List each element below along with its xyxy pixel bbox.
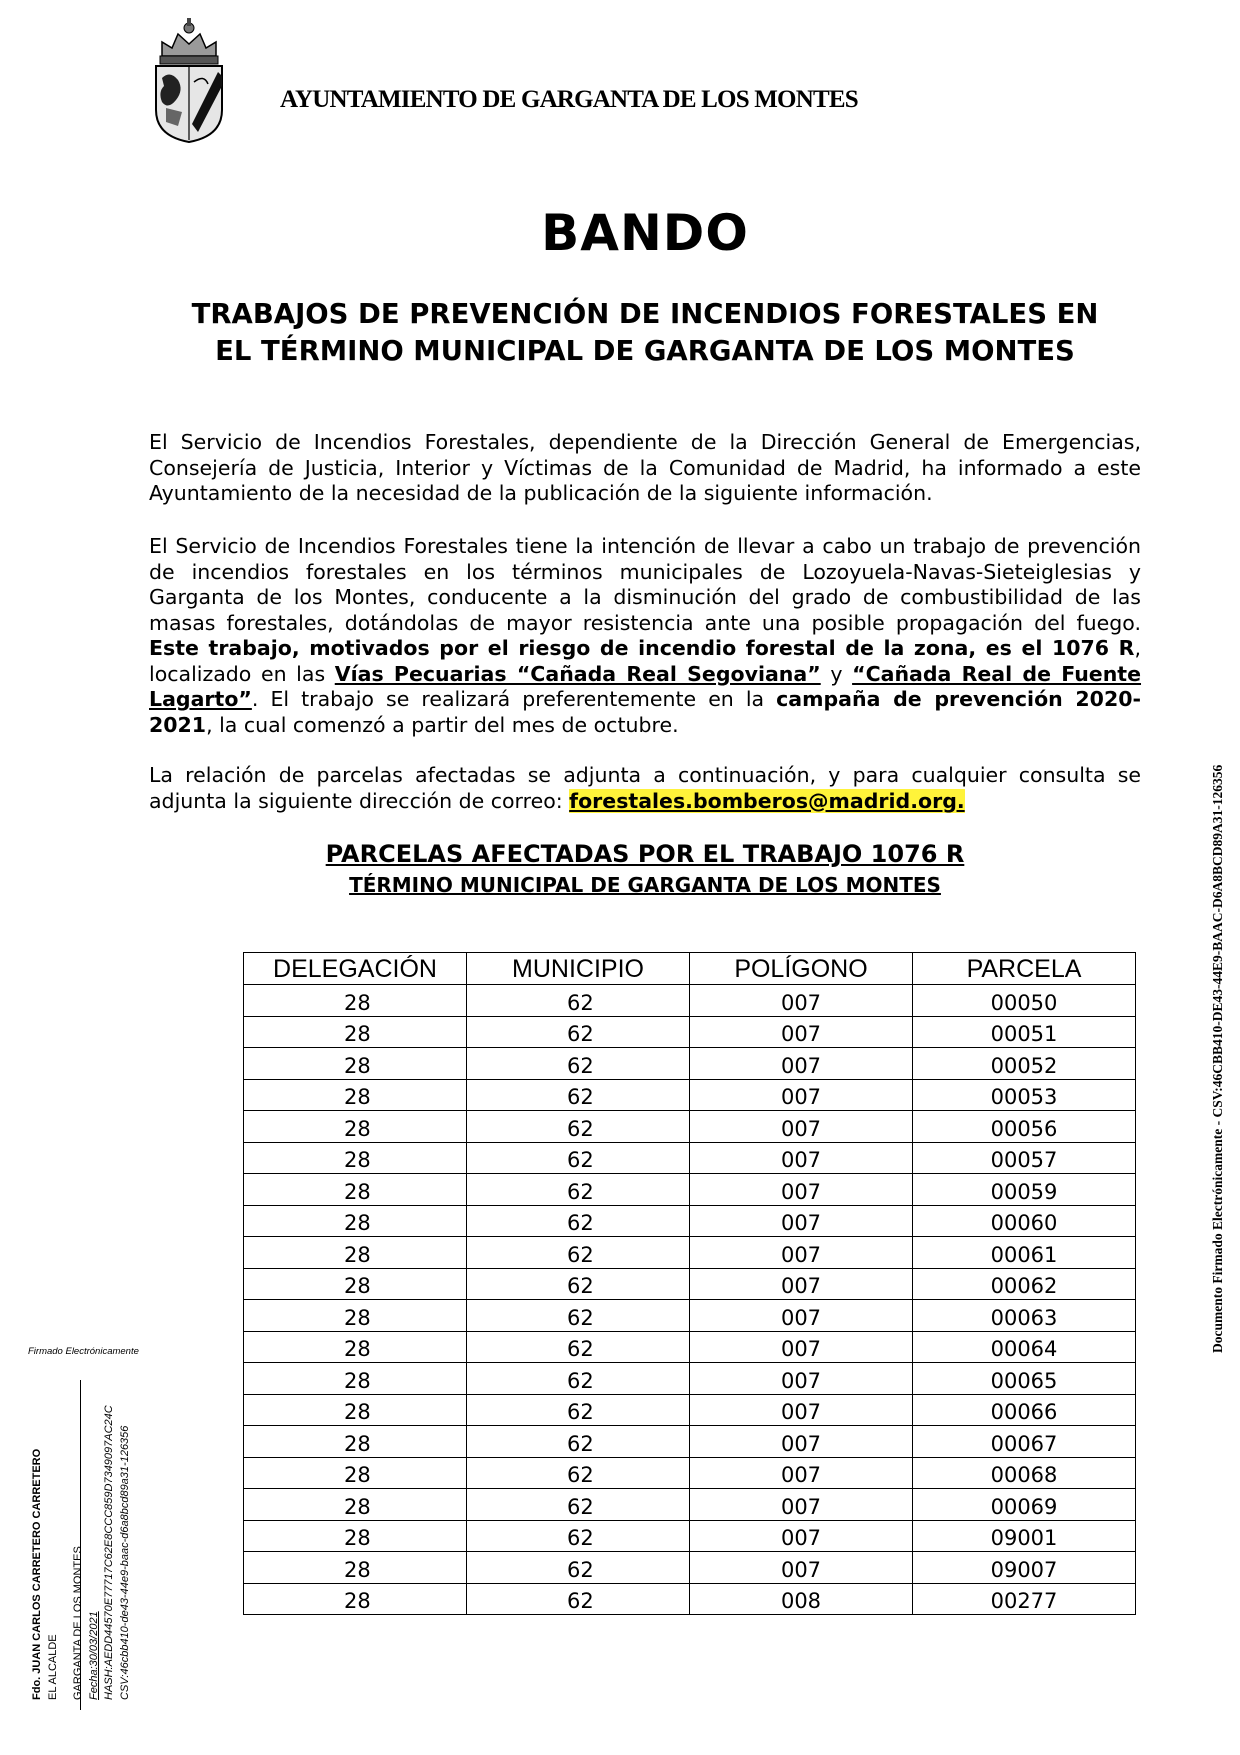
cell-parcela: 00056: [913, 1111, 1136, 1143]
cell-poligono: 007: [690, 1016, 913, 1048]
table-row: [244, 1268, 1136, 1300]
cell-poligono: 007: [690, 985, 913, 1017]
cell-poligono: 007: [690, 1457, 913, 1489]
cell-municipio: 62: [467, 1520, 690, 1552]
cell-parcela: 00051: [913, 1016, 1136, 1048]
cell-poligono: 007: [690, 1048, 913, 1080]
table-row: [244, 1394, 1136, 1426]
cell-delegacion: 28: [244, 1331, 467, 1363]
cell-parcela: 00064: [913, 1331, 1136, 1363]
cell-poligono: 007: [690, 1300, 913, 1332]
cell-poligono: 007: [690, 1079, 913, 1111]
subtitle-line-2: EL TÉRMINO MUNICIPAL DE GARGANTA DE LOS MONTES: [215, 335, 1075, 367]
parcels-title: PARCELAS AFECTADAS POR EL TRABAJO 1076 R: [325, 840, 965, 868]
cell-municipio: 62: [467, 1583, 690, 1615]
cell-municipio: 62: [467, 1268, 690, 1300]
cell-delegacion: 28: [244, 1016, 467, 1048]
cell-delegacion: 28: [244, 1268, 467, 1300]
table-row: [244, 1111, 1136, 1143]
cell-municipio: 62: [467, 1363, 690, 1395]
cell-delegacion: 28: [244, 1520, 467, 1552]
table-row: [244, 1174, 1136, 1206]
cell-municipio: 62: [467, 1457, 690, 1489]
paragraph-2-text: , la cual comenzó a partir del mes de octubre.: [206, 712, 679, 737]
paragraph-2-text: , localizado en las: [149, 636, 1141, 686]
signature-block: [30, 1370, 134, 1700]
signer-place: GARGANTA DE LOS MONTES: [72, 1546, 85, 1700]
cell-poligono: 007: [690, 1237, 913, 1269]
document-subtitle: [150, 296, 1140, 370]
cell-municipio: 62: [467, 1205, 690, 1237]
cell-poligono: 007: [690, 1205, 913, 1237]
table-row: [244, 1363, 1136, 1395]
column-header-poligono: POLÍGONO: [690, 953, 913, 985]
cell-parcela: 09007: [913, 1552, 1136, 1584]
cell-parcela: 00063: [913, 1300, 1136, 1332]
cell-municipio: 62: [467, 1016, 690, 1048]
cell-poligono: 007: [690, 1489, 913, 1521]
cell-delegacion: 28: [244, 1583, 467, 1615]
cell-parcela: 00060: [913, 1205, 1136, 1237]
cell-parcela: 00068: [913, 1457, 1136, 1489]
paragraph-2-bold-work: Este trabajo, motivados por el riesgo de incendio forestal de la zona, es el 1076 R: [149, 636, 1135, 660]
cell-parcela: 09001: [913, 1520, 1136, 1552]
cell-delegacion: 28: [244, 1489, 467, 1521]
cell-poligono: 007: [690, 1363, 913, 1395]
table-row: [244, 1457, 1136, 1489]
signed-electronically-label: Firmado Electrónicamente: [28, 1346, 139, 1357]
table-row: [244, 1237, 1136, 1269]
cell-delegacion: 28: [244, 1111, 467, 1143]
cell-parcela: 00067: [913, 1426, 1136, 1458]
signature-csv: CSV:46cbb410-de43-44e9-baac-d6a8bcd89a31-126356: [118, 1425, 131, 1700]
table-row: [244, 1520, 1136, 1552]
cell-delegacion: 28: [244, 1363, 467, 1395]
vias-pecuarias-label: Vías Pecuarias “Cañada Real Segoviana”: [334, 661, 821, 686]
cell-parcela: 00050: [913, 985, 1136, 1017]
cell-parcela: 00052: [913, 1048, 1136, 1080]
cell-municipio: 62: [467, 1174, 690, 1206]
electronic-signature-csv-note: Documento Firmado Electrónicamente - CSV:46CBB410-DE43-44E9-BAAC-D6A8BCD89A31-126356: [1210, 764, 1225, 1353]
cell-parcela: 00061: [913, 1237, 1136, 1269]
parcels-subtitle: TÉRMINO MUNICIPAL DE GARGANTA DE LOS MONTES: [349, 873, 941, 897]
parcels-table: [243, 952, 1136, 1615]
cell-delegacion: 28: [244, 1174, 467, 1206]
subtitle-line-1: TRABAJOS DE PREVENCIÓN DE INCENDIOS FORESTALES EN: [191, 298, 1099, 330]
table-row: [244, 1583, 1136, 1615]
table-row: [244, 1552, 1136, 1584]
paragraph-1: El Servicio de Incendios Forestales, dependiente de la Dirección General de Emergencias, Consejería de Justicia, Interior y Víctimas de la Comunidad de Madrid, ha informado a este Ayuntamiento de la necesidad de la publicación de la siguiente información.: [149, 430, 1141, 505]
table-row: [244, 1048, 1136, 1080]
signer-role: EL ALCALDE: [46, 1634, 59, 1700]
cell-municipio: 62: [467, 1048, 690, 1080]
table-header-row: [244, 953, 1136, 985]
cell-parcela: 00069: [913, 1489, 1136, 1521]
cell-municipio: 62: [467, 1079, 690, 1111]
cell-delegacion: 28: [244, 1394, 467, 1426]
table-row: [244, 1331, 1136, 1363]
paragraph-2: [149, 534, 1141, 738]
paragraph-2-text: y: [820, 661, 853, 686]
parcels-table-body: [244, 985, 1136, 1615]
signature-spacer: [61, 1370, 71, 1700]
cell-delegacion: 28: [244, 1237, 467, 1269]
cell-municipio: 62: [467, 985, 690, 1017]
column-header-parcela: PARCELA: [913, 953, 1136, 985]
cell-delegacion: 28: [244, 1048, 467, 1080]
contact-email: forestales.bomberos@madrid.org.: [569, 788, 965, 813]
cell-delegacion: 28: [244, 1457, 467, 1489]
cell-poligono: 007: [690, 1142, 913, 1174]
column-header-municipio: MUNICIPIO: [467, 953, 690, 985]
cell-municipio: 62: [467, 1331, 690, 1363]
paragraph-3: [149, 763, 1141, 814]
cell-delegacion: 28: [244, 1552, 467, 1584]
cell-municipio: 62: [467, 1237, 690, 1269]
table-row: [244, 1426, 1136, 1458]
table-row: [244, 1016, 1136, 1048]
cell-poligono: 007: [690, 1552, 913, 1584]
signature-date: Fecha:30/03/2021: [87, 1611, 100, 1700]
cell-municipio: 62: [467, 1111, 690, 1143]
cell-municipio: 62: [467, 1552, 690, 1584]
table-row: [244, 1489, 1136, 1521]
coat-of-arms-logo: [148, 14, 230, 144]
cell-municipio: 62: [467, 1142, 690, 1174]
cell-delegacion: 28: [244, 1426, 467, 1458]
signature-hash: HASH:AEDD44570E77717C62E8CCC859D7349097AC24C: [103, 1405, 116, 1700]
cell-delegacion: 28: [244, 1142, 467, 1174]
cell-parcela: 00057: [913, 1142, 1136, 1174]
cell-parcela: 00066: [913, 1394, 1136, 1426]
paragraph-2-text: . El trabajo se realizará preferentemente en la: [251, 687, 777, 711]
cell-delegacion: 28: [244, 985, 467, 1017]
cell-parcela: 00277: [913, 1583, 1136, 1615]
table-row: [244, 1142, 1136, 1174]
cell-poligono: 007: [690, 1394, 913, 1426]
cell-municipio: 62: [467, 1426, 690, 1458]
paragraph-2-text: El Servicio de Incendios Forestales tiene la intención de llevar a cabo un trabajo de prevención de incendios forestales en los términos municipales de Lozoyuela-Navas-Sieteiglesias y Garganta de los Montes, conducente a la disminución del grado de combustibilidad de las masas forestales, dotándolas de mayor resistencia ante una posible propagación del fuego.: [149, 534, 1141, 635]
campaign-label: campaña de prevención 2020-2021: [149, 687, 1141, 737]
cell-poligono: 008: [690, 1583, 913, 1615]
cell-poligono: 007: [690, 1426, 913, 1458]
cell-poligono: 007: [690, 1111, 913, 1143]
cell-parcela: 00065: [913, 1363, 1136, 1395]
cell-municipio: 62: [467, 1394, 690, 1426]
cell-parcela: 00053: [913, 1079, 1136, 1111]
cell-municipio: 62: [467, 1300, 690, 1332]
cell-delegacion: 28: [244, 1205, 467, 1237]
column-header-delegacion: DELEGACIÓN: [244, 953, 467, 985]
cell-poligono: 007: [690, 1174, 913, 1206]
table-row: [244, 1205, 1136, 1237]
table-row: [244, 1079, 1136, 1111]
canada-fuente-lagarto-label: “Cañada Real de Fuente Lagarto”: [149, 661, 1142, 711]
cell-poligono: 007: [690, 1268, 913, 1300]
cell-municipio: 62: [467, 1489, 690, 1521]
cell-parcela: 00059: [913, 1174, 1136, 1206]
cell-poligono: 007: [690, 1520, 913, 1552]
table-row: [244, 1300, 1136, 1332]
cell-delegacion: 28: [244, 1079, 467, 1111]
cell-delegacion: 28: [244, 1300, 467, 1332]
cell-poligono: 007: [690, 1331, 913, 1363]
cell-parcela: 00062: [913, 1268, 1136, 1300]
organization-header: AYUNTAMIENTO DE GARGANTA DE LOS MONTES: [280, 86, 858, 113]
paragraph-3-text: La relación de parcelas afectadas se adjunta a continuación, y para cualquier consulta se adjunta la siguiente dirección de correo:: [149, 763, 1141, 813]
table-row: [244, 985, 1136, 1017]
document-title: BANDO: [541, 204, 749, 262]
signer-name: Fdo. JUAN CARLOS CARRETERO CARRETERO: [31, 1448, 43, 1700]
